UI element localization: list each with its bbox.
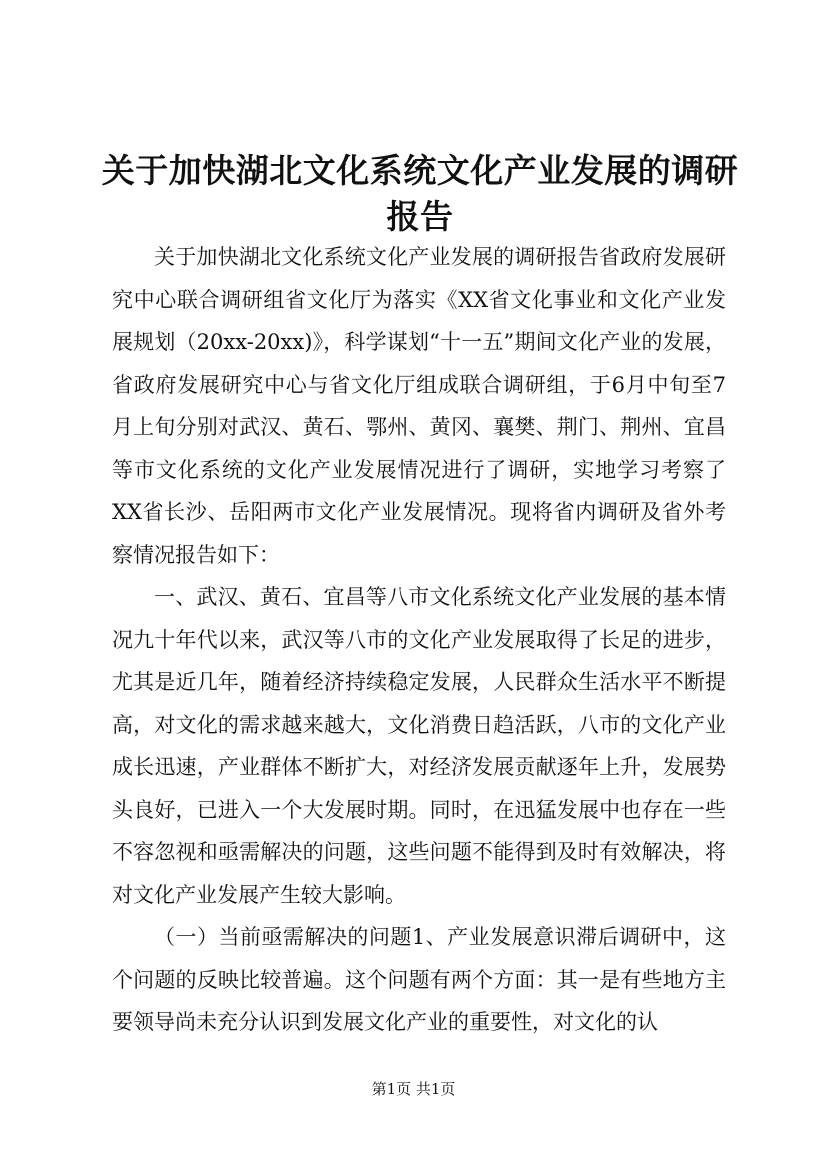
paragraph-section-one: 一、武汉、黄石、宜昌等八市文化系统文化产业发展的基本情况九十年代以来，武汉等八市的文化产业发展取得了长足的进步，尤其是近几年，随着经济持续稳定发展，人民群众生活水平不断提高，对文化的需求越来越大，文化消费日趋活跃，八市的文化产业成长迅速，产业群体不断扩大，对经济发展贡献逐年上升，发展势头良好，已进入一个大发展时期。同时，在迅猛发展中也存在一些不容忽视和亟需解决的问题，这些问题不能得到及时有效解决，将对文化产业发展产生较大影响。	[112, 585, 726, 907]
document-title: 关于加快湖北文化系统文化产业发展的调研报告	[101, 151, 739, 236]
page-footer: 第1页 共1页	[371, 1080, 456, 1098]
document-body	[112, 236, 726, 1044]
paragraph-intro: 关于加快湖北文化系统文化产业发展的调研报告省政府发展研究中心联合调研组省文化厅为落实《XX省文化事业和文化产业发展规划（20xx-20xx)》，科学谋划“十一五”期间文化产业的发展，省政府发展研究中心与省文化厅组成联合调研组，于6月中旬至7月上旬分别对武汉、黄石、鄂州、黄冈、襄樊、荆门、荆州、宜昌等市文化系统的文化产业发展情况进行了调研，实地学习考察了XX省长沙、岳阳两市文化产业发展情况。现将省内调研及省外考察情况报告如下：	[112, 245, 726, 567]
paragraph-subsection-one: （一）当前亟需解决的问题1、产业发展意识滞后调研中，这个问题的反映比较普遍。这个问题有两个方面：其一是有些地方主要领导尚未充分认识到发展文化产业的重要性，对文化的认	[112, 925, 726, 1034]
